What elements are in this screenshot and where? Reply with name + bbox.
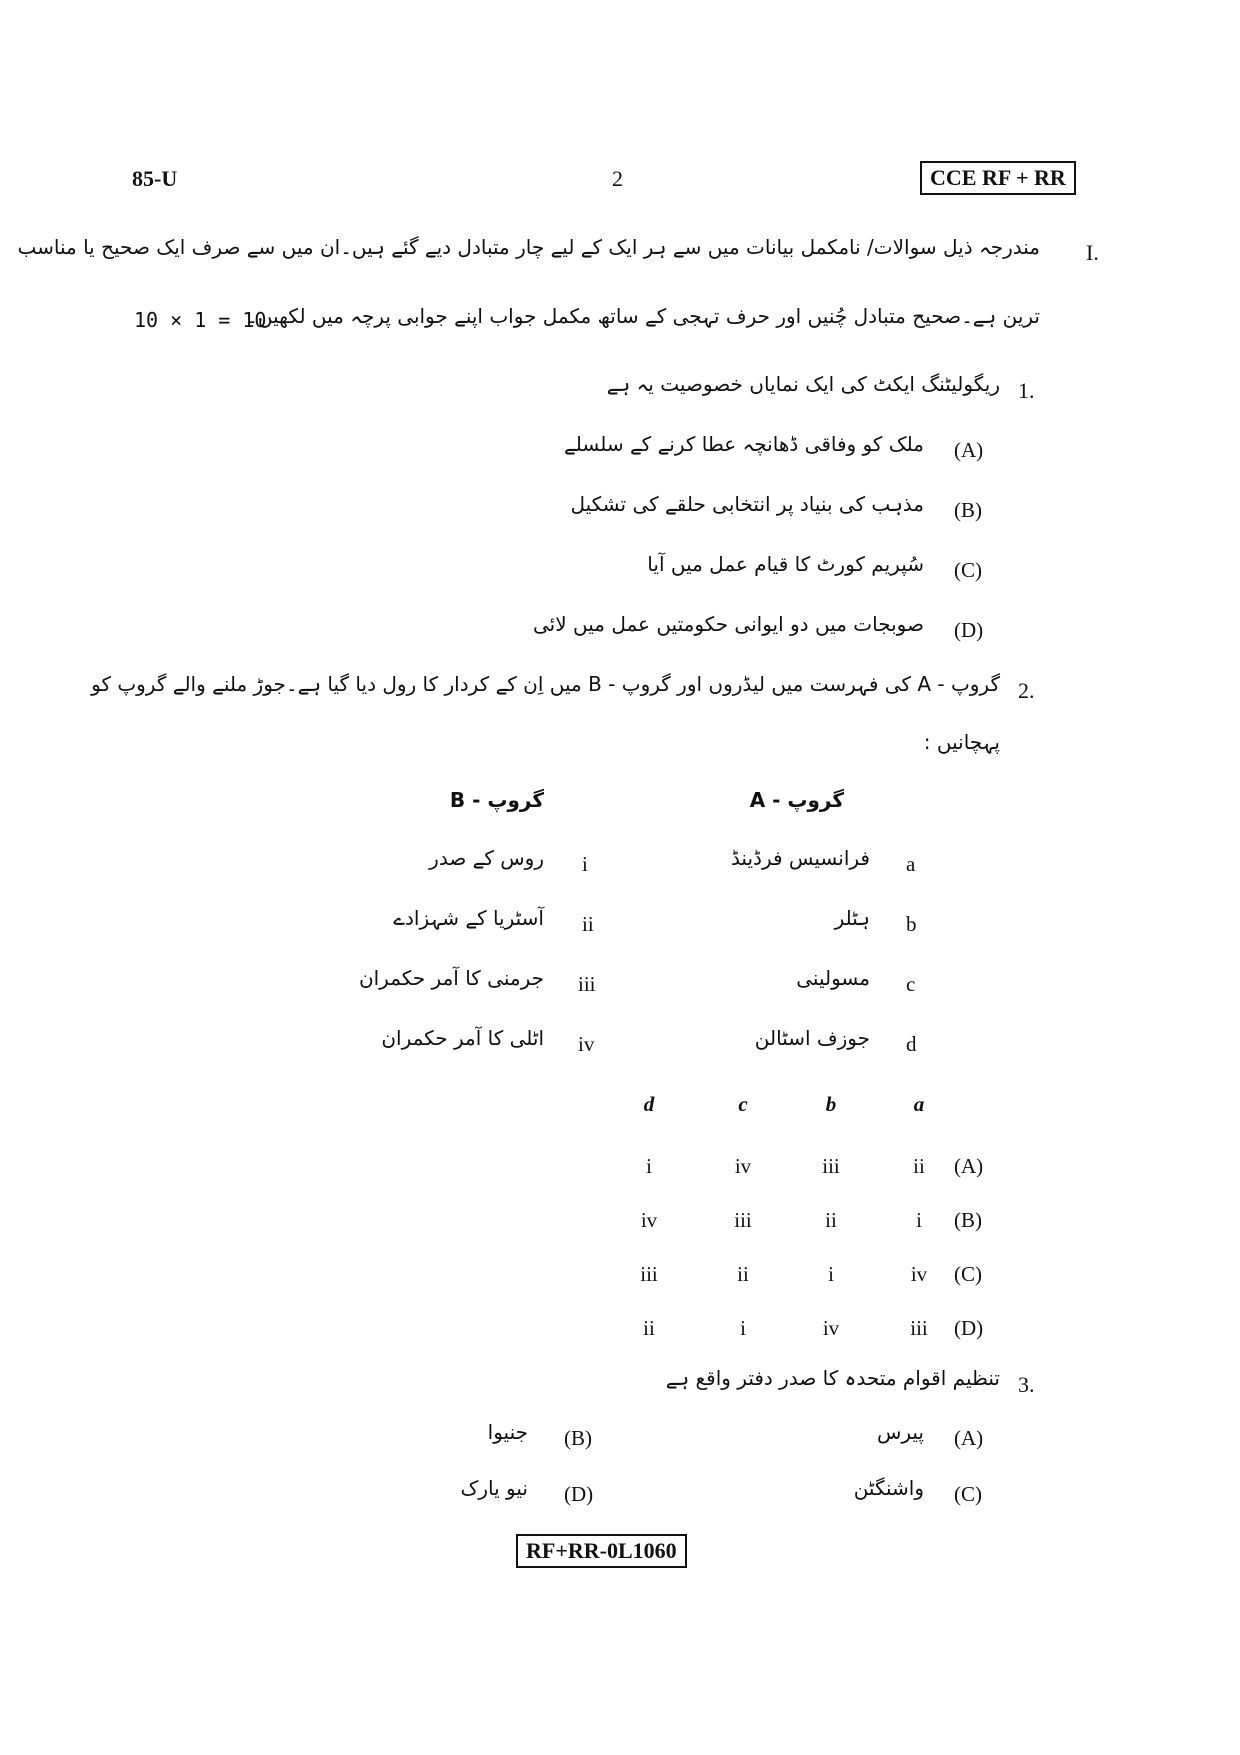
q1-option-text: سُپریم کورٹ کا قیام عمل میں آیا bbox=[647, 552, 924, 576]
group-a-item: جوزف اسٹالن bbox=[754, 1026, 870, 1050]
answer-cell: iv bbox=[910, 1262, 928, 1286]
answer-cell: iii bbox=[822, 1154, 840, 1178]
group-b-label: i bbox=[582, 852, 588, 876]
answer-col-header: b bbox=[825, 1092, 837, 1116]
group-a-item: مسولینی bbox=[796, 966, 870, 990]
marks-allocation: 10 × 1 = 10 bbox=[134, 308, 267, 332]
answer-cell: ii bbox=[913, 1154, 925, 1178]
group-a-label: d bbox=[906, 1032, 917, 1056]
answer-cell: ii bbox=[825, 1208, 837, 1232]
section-instruction-line1: مندرجہ ذیل سوالات/ نامکمل بیانات میں سے ہر ایک کے لیے چار متبادل دیے گئے ہیں۔ان میں سے صرف ایک صحیح یا مناسب bbox=[17, 235, 1040, 259]
section-numeral: I. bbox=[1086, 240, 1099, 265]
answer-cell: iii bbox=[640, 1262, 658, 1286]
q1-option-label: (B) bbox=[954, 498, 982, 522]
page-number: 2 bbox=[612, 166, 623, 191]
q3-option-text: جنیوا bbox=[487, 1420, 528, 1444]
answer-col-header: a bbox=[913, 1092, 925, 1116]
q1-text: ریگولیٹنگ ایکٹ کی ایک نمایاں خصوصیت یہ ہے bbox=[606, 372, 1000, 396]
q3-option-label: (B) bbox=[564, 1426, 592, 1450]
group-b-label: ii bbox=[582, 912, 594, 936]
q1-option-text: مذہب کی بنیاد پر انتخابی حلقے کی تشکیل bbox=[570, 492, 924, 516]
answer-cell: iii bbox=[734, 1208, 752, 1232]
q3-option-label: (A) bbox=[954, 1426, 984, 1450]
group-a-item: ہٹلر bbox=[834, 906, 870, 930]
q3-option-text: واشنگٹن bbox=[853, 1476, 924, 1500]
group-a-label: b bbox=[906, 912, 917, 936]
group-b-label: iv bbox=[578, 1032, 595, 1056]
answer-cell: i bbox=[646, 1154, 652, 1178]
q2-number: 2. bbox=[1018, 678, 1035, 703]
group-a-label: a bbox=[906, 852, 916, 876]
footer-code-box: RF+RR-0L1060 bbox=[516, 1534, 687, 1568]
q1-option-label: (A) bbox=[954, 438, 984, 462]
section-instruction-line2: ترین ہے۔صحیح متبادل چُنیں اور حرف تہجی کے ساتھ مکمل جواب اپنے جوابی پرچہ میں لکھیں۔ bbox=[246, 304, 1040, 328]
answer-cell: i bbox=[740, 1316, 746, 1340]
q1-option-label: (D) bbox=[954, 618, 984, 642]
answer-cell: ii bbox=[643, 1316, 655, 1340]
q1-option-text: صوبجات میں دو ایوانی حکومتیں عمل میں لائی bbox=[532, 612, 924, 636]
q3-option-text: پیرس bbox=[876, 1420, 924, 1444]
answer-row-label: (C) bbox=[954, 1262, 982, 1286]
q1-option-label: (C) bbox=[954, 558, 982, 582]
answer-cell: iii bbox=[910, 1316, 928, 1340]
group-a-item: فرانسیس فرڈینڈ bbox=[730, 846, 870, 870]
q3-option-text: نیو یارک bbox=[460, 1476, 528, 1500]
answer-row-label: (D) bbox=[954, 1316, 984, 1340]
q3-text: تنظیم اقوام متحدہ کا صدر دفتر واقع ہے bbox=[665, 1366, 1000, 1390]
answer-row-label: (B) bbox=[954, 1208, 982, 1232]
q2-text-line2: پہچانیں : bbox=[923, 730, 1000, 754]
group-b-item: جرمنی کا آمر حکمران bbox=[358, 966, 544, 990]
answer-cell: iv bbox=[822, 1316, 840, 1340]
answer-cell: i bbox=[916, 1208, 922, 1232]
group-b-item: آسٹریا کے شہزادے bbox=[393, 906, 544, 930]
answer-cell: i bbox=[828, 1262, 834, 1286]
group-b-item: اٹلی کا آمر حکمران bbox=[381, 1026, 544, 1050]
group-b-label: iii bbox=[578, 972, 596, 996]
group-a-label: c bbox=[906, 972, 916, 996]
q2-text-line1: گروپ - A کی فہرست میں لیڈروں اور گروپ - B میں اِن کے کردار کا رول دیا گیا ہے۔جوڑ ملنے والے گروپ کو bbox=[91, 672, 1000, 696]
group-b-heading: گروپ - B bbox=[449, 788, 544, 812]
answer-cell: ii bbox=[737, 1262, 749, 1286]
q1-option-text: ملک کو وفاقی ڈھانچہ عطا کرنے کے سلسلے bbox=[564, 432, 924, 456]
answer-cell: iv bbox=[734, 1154, 752, 1178]
answer-col-header: c bbox=[738, 1092, 748, 1116]
q1-number: 1. bbox=[1018, 378, 1035, 403]
answer-row-label: (A) bbox=[954, 1154, 984, 1178]
paper-code: 85-U bbox=[132, 166, 178, 191]
q3-option-label: (D) bbox=[564, 1482, 594, 1506]
group-b-item: روس کے صدر bbox=[429, 846, 544, 870]
q3-number: 3. bbox=[1018, 1372, 1035, 1397]
q3-option-label: (C) bbox=[954, 1482, 982, 1506]
answer-col-header: d bbox=[643, 1092, 655, 1116]
answer-cell: iv bbox=[640, 1208, 658, 1232]
group-a-heading: گروپ - A bbox=[749, 788, 844, 812]
exam-code-box: CCE RF + RR bbox=[920, 161, 1076, 195]
